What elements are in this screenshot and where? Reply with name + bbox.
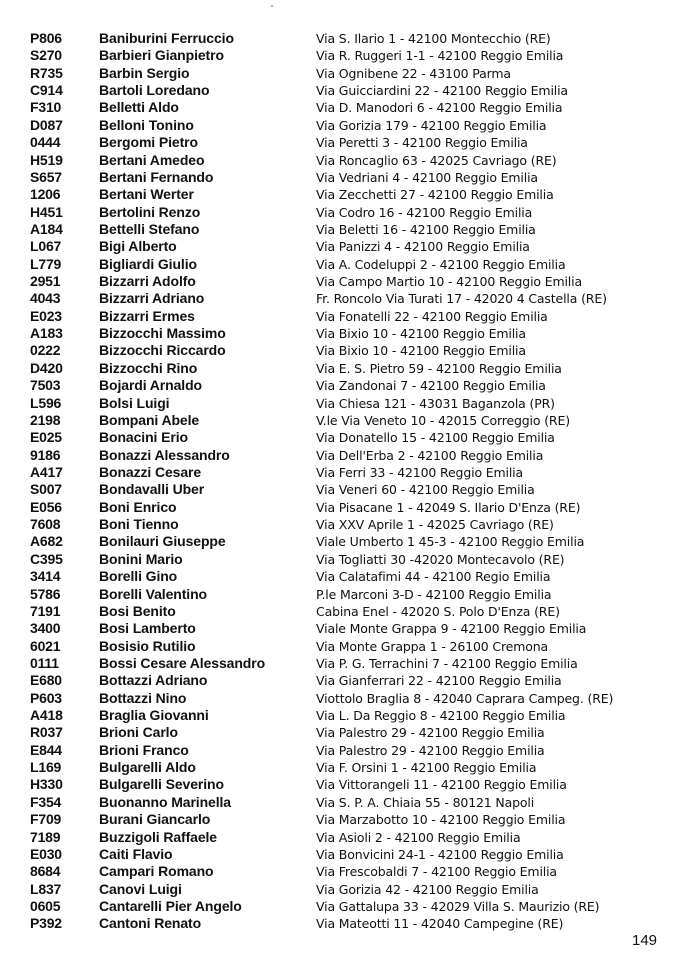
list-item <box>0 273 700 290</box>
list-item <box>0 290 700 307</box>
member-code: A418 <box>30 707 63 724</box>
member-address: Via S. Ilario 1 - 42100 Montecchio (RE) <box>316 31 551 46</box>
member-address: Via Chiesa 121 - 43031 Baganzola (PR) <box>316 395 555 411</box>
member-code: 7189 <box>30 828 61 845</box>
member-name: Bossi Cesare Alessandro <box>99 654 266 671</box>
member-name: Bertani Amedeo <box>99 151 205 168</box>
list-item <box>0 65 700 82</box>
member-code: H330 <box>30 776 63 793</box>
member-code: F709 <box>30 811 62 828</box>
list-item <box>0 377 700 394</box>
member-address: Via Beletti 16 - 42100 Reggio Emilia <box>316 221 536 237</box>
member-name: Bonazzi Alessandro <box>99 446 230 463</box>
member-address: Via Donatello 15 - 42100 Reggio Emilia <box>316 430 555 446</box>
list-item <box>0 516 700 533</box>
member-address: Via Guicciardini 22 - 42100 Reggio Emilia <box>316 83 568 99</box>
member-name: Bonacini Erio <box>99 429 188 446</box>
member-address: Via P. G. Terrachini 7 - 42100 Reggio Emilia <box>316 655 578 671</box>
member-address: Via Palestro 29 - 42100 Reggio Emilia <box>316 725 545 741</box>
list-item <box>0 690 700 707</box>
list-item <box>0 30 700 47</box>
list-item <box>0 829 700 846</box>
member-name: Bolsi Luigi <box>99 394 170 411</box>
member-code: S007 <box>30 481 62 498</box>
member-code: 5786 <box>30 585 61 602</box>
member-address: Via Vedriani 4 - 42100 Reggio Emilia <box>316 169 538 185</box>
list-item <box>0 204 700 221</box>
member-code: A183 <box>30 325 63 342</box>
member-address: Via Marzabotto 10 - 42100 Reggio Emilia <box>316 812 566 828</box>
member-address: Via Bixio 10 - 42100 Reggio Emilia <box>316 343 526 359</box>
member-name: Buonanno Marinella <box>99 793 231 810</box>
member-code: 7191 <box>30 602 61 619</box>
member-code: F310 <box>30 99 62 116</box>
list-item <box>0 238 700 255</box>
member-name: Barbieri Gianpietro <box>99 47 224 64</box>
member-code: L596 <box>30 394 62 411</box>
list-item <box>0 898 700 915</box>
directory-list <box>0 30 700 933</box>
member-address: Via D. Manodori 6 - 42100 Reggio Emilia <box>316 100 563 116</box>
member-code: S270 <box>30 47 62 64</box>
list-item <box>0 655 700 672</box>
member-code: A417 <box>30 463 63 480</box>
list-item <box>0 82 700 99</box>
member-code: R735 <box>30 64 63 81</box>
member-code: 0605 <box>30 897 61 914</box>
list-item <box>0 169 700 186</box>
member-code: 0444 <box>30 134 61 151</box>
member-code: S657 <box>30 168 62 185</box>
member-name: Bonazzi Cesare <box>99 463 202 480</box>
member-name: Burani Giancarlo <box>99 811 211 828</box>
member-code: 3414 <box>30 568 61 585</box>
member-name: Bizzarri Ermes <box>99 307 195 324</box>
member-code: P806 <box>30 30 62 46</box>
member-address: Viottolo Braglia 8 - 42040 Caprara Campeg. (RE) <box>316 690 614 706</box>
member-address: Via Asioli 2 - 42100 Reggio Emilia <box>316 829 521 845</box>
member-name: Campari Romano <box>99 863 214 880</box>
member-address: Via Peretti 3 - 42100 Reggio Emilia <box>316 135 528 151</box>
member-address: Via Ferri 33 - 42100 Reggio Emilia <box>316 464 524 480</box>
member-address: Via Togliatti 30 -42020 Montecavolo (RE) <box>316 551 565 567</box>
member-name: Bertani Werter <box>99 186 194 203</box>
member-address: Via E. S. Pietro 59 - 42100 Reggio Emilia <box>316 360 562 376</box>
member-name: Buzzigoli Raffaele <box>99 828 217 845</box>
member-address: Via L. Da Reggio 8 - 42100 Reggio Emilia <box>316 708 566 724</box>
member-address: Viale Umberto 1 45-3 - 42100 Reggio Emilia <box>316 534 585 550</box>
list-item <box>0 586 700 603</box>
member-name: Bosi Lamberto <box>99 620 196 637</box>
member-address: Via F. Orsini 1 - 42100 Reggio Emilia <box>316 760 537 776</box>
member-address: Via Pisacane 1 - 42049 S. Ilario D'Enza (RE) <box>316 499 581 515</box>
list-item <box>0 429 700 446</box>
member-code: E056 <box>30 498 62 515</box>
member-code: L779 <box>30 255 62 272</box>
member-address: Via Zandonai 7 - 42100 Reggio Emilia <box>316 378 546 394</box>
list-item <box>0 308 700 325</box>
list-item <box>0 99 700 116</box>
list-item <box>0 325 700 342</box>
member-code: E023 <box>30 307 62 324</box>
member-address: Via R. Ruggeri 1-1 - 42100 Reggio Emilia <box>316 48 564 64</box>
member-address: Via Bonvicini 24-1 - 42100 Reggio Emilia <box>316 846 564 862</box>
member-name: Braglia Giovanni <box>99 707 209 724</box>
member-address: Via Palestro 29 - 42100 Reggio Emilia <box>316 742 545 758</box>
member-code: F354 <box>30 793 62 810</box>
member-code: D087 <box>30 116 63 133</box>
member-name: Bizzocchi Massimo <box>99 325 226 342</box>
list-item <box>0 117 700 134</box>
member-name: Bizzocchi Riccardo <box>99 342 226 359</box>
member-address: Via Panizzi 4 - 42100 Reggio Emilia <box>316 239 530 255</box>
list-item <box>0 134 700 151</box>
member-address: Via Calatafimi 44 - 42100 Regio Emilia <box>316 569 551 585</box>
member-code: E025 <box>30 429 62 446</box>
list-item <box>0 672 700 689</box>
member-name: Bulgarelli Aldo <box>99 759 196 776</box>
member-address: Via Vittorangeli 11 - 42100 Reggio Emilia <box>316 777 567 793</box>
member-name: Bigliardi Giulio <box>99 255 197 272</box>
member-name: Bottazzi Nino <box>99 689 187 706</box>
member-name: Bompani Abele <box>99 411 200 428</box>
list-item <box>0 47 700 64</box>
list-item <box>0 464 700 481</box>
member-code: L169 <box>30 759 62 776</box>
member-name: Bottazzi Adriano <box>99 672 208 689</box>
list-item <box>0 811 700 828</box>
list-item <box>0 863 700 880</box>
list-item <box>0 412 700 429</box>
list-item <box>0 724 700 741</box>
member-address: Via S. P. A. Chiaia 55 - 80121 Napoli <box>316 794 535 810</box>
member-name: Bojardi Arnaldo <box>99 377 202 394</box>
list-item <box>0 395 700 412</box>
member-code: P603 <box>30 689 62 706</box>
member-code: E680 <box>30 672 62 689</box>
member-code: H519 <box>30 151 63 168</box>
member-name: Cantarelli Pier Angelo <box>99 897 242 914</box>
member-name: Bizzarri Adolfo <box>99 273 196 290</box>
list-item <box>0 256 700 273</box>
list-item <box>0 915 700 932</box>
list-item <box>0 533 700 550</box>
member-address: Via Monte Grappa 1 - 26100 Cremona <box>316 638 549 654</box>
member-code: 3400 <box>30 620 61 637</box>
member-code: E030 <box>30 845 62 862</box>
member-address: Via Gorizia 42 - 42100 Reggio Emilia <box>316 881 539 897</box>
member-address: Via Veneri 60 - 42100 Reggio Emilia <box>316 482 535 498</box>
list-item <box>0 846 700 863</box>
member-name: Bertolini Renzo <box>99 203 201 220</box>
member-code: A682 <box>30 533 63 550</box>
page-number: 149 <box>632 932 658 949</box>
member-name: Barbin Sergio <box>99 64 190 81</box>
member-address: Via XXV Aprile 1 - 42025 Cavriago (RE) <box>316 517 554 533</box>
member-code: 2198 <box>30 411 61 428</box>
member-name: Boni Enrico <box>99 498 177 515</box>
list-item <box>0 499 700 516</box>
member-name: Caiti Flavio <box>99 845 173 862</box>
member-code: L837 <box>30 880 62 897</box>
list-item <box>0 186 700 203</box>
member-address: P.le Marconi 3-D - 42100 Reggio Emilia <box>316 586 552 602</box>
member-address: Fr. Roncolo Via Turati 17 - 42020 4 Castella (RE) <box>316 291 607 307</box>
member-address: Via A. Codeluppi 2 - 42100 Reggio Emilia <box>316 256 566 272</box>
member-name: Belletti Aldo <box>99 99 179 116</box>
member-name: Bondavalli Uber <box>99 481 205 498</box>
member-name: Bulgarelli Severino <box>99 776 224 793</box>
member-name: Brioni Franco <box>99 741 189 758</box>
member-name: Bonilauri Giuseppe <box>99 533 226 550</box>
list-item <box>0 603 700 620</box>
member-name: Canovi Luigi <box>99 880 182 897</box>
list-item <box>0 152 700 169</box>
member-address: Via Fonatelli 22 - 42100 Reggio Emilia <box>316 308 548 324</box>
list-item <box>0 551 700 568</box>
member-address: Via Roncaglio 63 - 42025 Cavriago (RE) <box>316 152 557 168</box>
member-name: Bettelli Stefano <box>99 220 200 237</box>
member-name: Belloni Tonino <box>99 116 194 133</box>
member-code: R037 <box>30 724 63 741</box>
list-item <box>0 221 700 238</box>
list-item <box>0 481 700 498</box>
member-code: 4043 <box>30 290 61 307</box>
list-item <box>0 881 700 898</box>
member-code: H451 <box>30 203 63 220</box>
member-code: 2951 <box>30 273 61 290</box>
member-code: 6021 <box>30 637 61 654</box>
member-name: Bosisio Rutilio <box>99 637 196 654</box>
list-item <box>0 638 700 655</box>
member-name: Bizzocchi Rino <box>99 359 198 376</box>
speck-mark <box>271 5 273 7</box>
member-code: P392 <box>30 915 62 932</box>
list-item <box>0 759 700 776</box>
member-address: Via Frescobaldi 7 - 42100 Reggio Emilia <box>316 864 557 880</box>
member-code: 0111 <box>30 654 59 671</box>
member-address: Via Ognibene 22 - 43100 Parma <box>316 65 511 81</box>
member-address: Cabina Enel - 42020 S. Polo D'Enza (RE) <box>316 603 560 619</box>
member-address: Via Gattalupa 33 - 42029 Villa S. Maurizio (RE) <box>316 898 600 914</box>
member-address: Via Codro 16 - 42100 Reggio Emilia <box>316 204 533 220</box>
member-code: C914 <box>30 82 63 99</box>
list-item <box>0 342 700 359</box>
member-address: V.le Via Veneto 10 - 42015 Correggio (RE) <box>316 412 570 428</box>
member-code: 1206 <box>30 186 61 203</box>
member-name: Baniburini Ferruccio <box>99 30 234 46</box>
member-name: Borelli Valentino <box>99 585 207 602</box>
member-name: Boni Tienno <box>99 516 179 533</box>
list-item <box>0 447 700 464</box>
member-address: Via Gorizia 179 - 42100 Reggio Emilia <box>316 117 547 133</box>
member-name: Bonini Mario <box>99 550 183 567</box>
member-code: 9186 <box>30 446 61 463</box>
member-name: Cantoni Renato <box>99 915 202 932</box>
member-address: Via Zecchetti 27 - 42100 Reggio Emilia <box>316 187 554 203</box>
member-name: Bartoli Loredano <box>99 82 210 99</box>
list-item <box>0 620 700 637</box>
member-code: E844 <box>30 741 62 758</box>
member-name: Bizzarri Adriano <box>99 290 205 307</box>
member-address: Via Gianferrari 22 - 42100 Reggio Emilia <box>316 673 562 689</box>
member-name: Borelli Gino <box>99 568 178 585</box>
member-name: Bergomi Pietro <box>99 134 198 151</box>
member-address: Viale Monte Grappa 9 - 42100 Reggio Emilia <box>316 621 587 637</box>
member-code: A184 <box>30 220 63 237</box>
member-code: D420 <box>30 359 63 376</box>
member-address: Via Mateotti 11 - 42040 Campegine (RE) <box>316 916 564 932</box>
member-code: C395 <box>30 550 63 567</box>
member-code: L067 <box>30 238 62 255</box>
member-code: 7503 <box>30 377 61 394</box>
list-item <box>0 568 700 585</box>
member-address: Via Dell'Erba 2 - 42100 Reggio Emilia <box>316 447 544 463</box>
list-item <box>0 360 700 377</box>
member-name: Bertani Fernando <box>99 168 214 185</box>
list-item <box>0 707 700 724</box>
member-code: 0222 <box>30 342 61 359</box>
member-code: 7608 <box>30 516 61 533</box>
member-name: Bigi Alberto <box>99 238 177 255</box>
member-code: 8684 <box>30 863 61 880</box>
member-name: Brioni Carlo <box>99 724 178 741</box>
member-address: Via Campo Martio 10 - 42100 Reggio Emilia <box>316 274 582 290</box>
list-item <box>0 794 700 811</box>
list-item <box>0 776 700 793</box>
member-address: Via Bixio 10 - 42100 Reggio Emilia <box>316 326 526 342</box>
list-item <box>0 742 700 759</box>
member-name: Bosi Benito <box>99 602 176 619</box>
